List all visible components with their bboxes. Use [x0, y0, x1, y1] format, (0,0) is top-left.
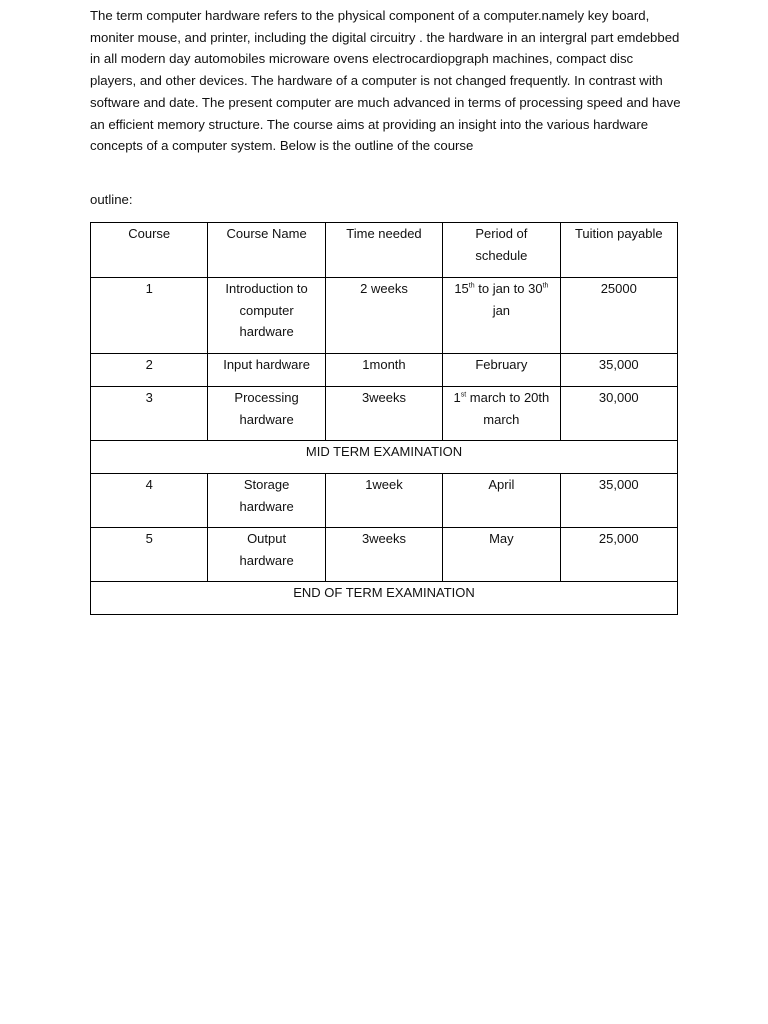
cell-period — [443, 387, 560, 441]
header-course-name: Course Name — [208, 223, 325, 278]
end-of-term-examination: END OF TERM EXAMINATION — [91, 582, 678, 615]
cell-tuition: 35,000 — [560, 474, 677, 528]
cell-course: 1 — [91, 278, 208, 354]
course-schedule-table — [90, 222, 678, 615]
cell-course-name: Introduction to computer hardware — [208, 278, 325, 354]
cell-tuition: 25000 — [560, 278, 677, 354]
period-part: to jan to 30 — [474, 281, 543, 296]
table-row — [91, 528, 678, 582]
header-tuition: Tuition payable — [560, 223, 677, 278]
cell-course-name: Input hardware — [208, 354, 325, 387]
cell-tuition: 25,000 — [560, 528, 677, 582]
cell-time: 2 weeks — [325, 278, 442, 354]
cell-course: 3 — [91, 387, 208, 441]
cell-course-name: Output hardware — [208, 528, 325, 582]
cell-time: 1week — [325, 474, 442, 528]
end-term-row — [91, 582, 678, 615]
period-part: jan — [492, 302, 511, 318]
outline-label: outline: — [90, 192, 133, 207]
period-sup: th — [468, 282, 475, 290]
cell-course: 4 — [91, 474, 208, 528]
header-course: Course — [91, 223, 208, 278]
table-row — [91, 278, 678, 354]
period-sup: st — [460, 391, 467, 399]
cell-time: 3weeks — [325, 528, 442, 582]
table-row — [91, 354, 678, 387]
table-header-row — [91, 223, 678, 278]
table-row — [91, 387, 678, 441]
cell-period: April — [443, 474, 560, 528]
cell-time: 3weeks — [325, 387, 442, 441]
cell-course: 2 — [91, 354, 208, 387]
cell-course-name: Processing hardware — [208, 387, 325, 441]
cell-period: May — [443, 528, 560, 582]
cell-time: 1month — [325, 354, 442, 387]
period-part: march to 20th march — [466, 390, 550, 427]
cell-period — [443, 278, 560, 354]
cell-course: 5 — [91, 528, 208, 582]
cell-course-name: Storage hardware — [208, 474, 325, 528]
mid-term-examination: MID TERM EXAMINATION — [91, 441, 678, 474]
header-time-needed: Time needed — [325, 223, 442, 278]
cell-period: February — [443, 354, 560, 387]
intro-paragraph: The term computer hardware refers to the physical component of a computer.namely key board, moniter mouse, and printer, including the digital circuitry . the hardware in an intergral part emdebbed in all modern day automobiles microware ovens electrocardiopgraph machines, compact disc players, and other devices. The hardware of a computer is not changed frequently. In contrast with software and date. The present computer are much advanced in terms of processing speed and have an efficient memory structure. The course aims at providing an insight into the various hardware concepts of a computer system. Below is the outline of the course — [90, 8, 681, 154]
period-part: 1 — [453, 390, 461, 405]
mid-term-row — [91, 441, 678, 474]
header-period: Period of schedule — [443, 223, 560, 278]
cell-tuition: 30,000 — [560, 387, 677, 441]
table-row — [91, 474, 678, 528]
period-sup: th — [542, 282, 549, 290]
period-part: 15 — [454, 281, 469, 296]
cell-tuition: 35,000 — [560, 354, 677, 387]
